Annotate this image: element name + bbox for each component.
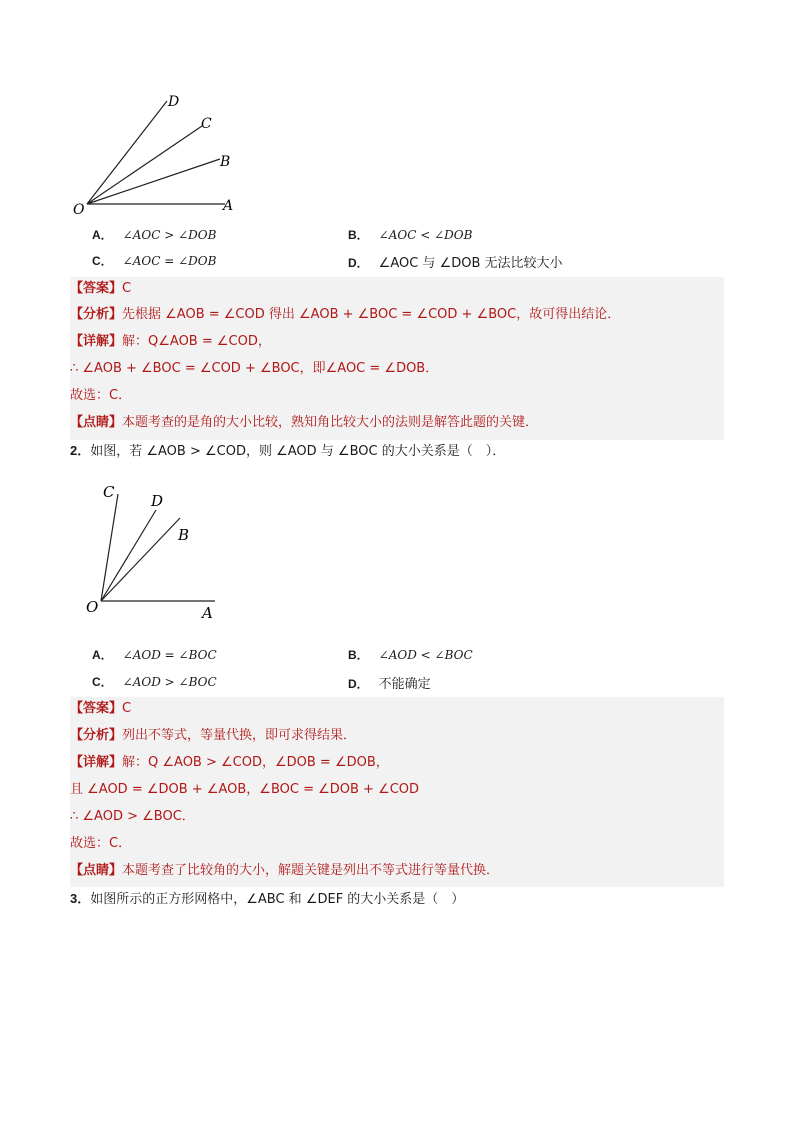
option-letter: A． [92, 648, 113, 662]
ray-od [87, 101, 167, 204]
question-number: 3． [70, 891, 91, 906]
label-d: D [151, 492, 164, 510]
option-text: ∠AOC 与 ∠DOB 无法比较大小 [378, 256, 563, 271]
q2-comment [70, 862, 499, 880]
q2-detail-line3: ∴ ∠AOD > ∠BOC． [70, 809, 195, 824]
comment-text: 本题考查的是角的大小比较，熟知角比较大小的法则是解答此题的关键． [122, 415, 539, 430]
q2-option-c [92, 673, 217, 690]
ray-ob [87, 159, 220, 204]
q1-analysis [70, 306, 620, 324]
comment-tag: 【点睛】 [70, 415, 123, 430]
q1-option-a [92, 226, 216, 243]
option-text: ∠AOC > ∠DOB [122, 228, 217, 242]
detail-text: 解：Q ∠AOB > ∠COD，∠DOB = ∠DOB， [122, 755, 389, 770]
question-text: 如图所示的正方形网格中，∠ABC 和 ∠DEF 的大小关系是（ ） [90, 892, 465, 907]
ray-od [101, 510, 156, 601]
question-number: 2． [70, 443, 91, 458]
label-b: B [178, 526, 190, 544]
answer-text: C [122, 701, 132, 716]
q2-detail-line1 [70, 754, 389, 772]
question-text: 如图，若 ∠AOB > ∠COD，则 ∠AOD 与 ∠BOC 的大小关系是（ ）． [90, 444, 506, 459]
analysis-tag: 【分析】 [70, 728, 123, 743]
option-letter: B． [348, 228, 369, 242]
q2-option-b [348, 646, 473, 663]
q1-detail-line1 [70, 333, 271, 351]
q2-option-d [348, 673, 431, 692]
label-o: O [86, 598, 99, 616]
comment-text: 本题考查了比较角的大小，解题关键是列出不等式进行等量代换． [122, 863, 500, 878]
answer-tag: 【答案】 [70, 281, 123, 296]
q2-stem [70, 442, 505, 461]
q1-detail-choose: 故选：C． [70, 388, 132, 403]
option-letter: D． [348, 677, 369, 691]
q1-comment [70, 414, 538, 432]
option-text: 不能确定 [378, 677, 431, 692]
label-a: A [202, 604, 213, 622]
option-letter: D． [348, 256, 369, 270]
q1-answer [70, 280, 131, 298]
ray-ob [101, 518, 180, 601]
option-letter: B． [348, 648, 369, 662]
comment-tag: 【点睛】 [70, 863, 123, 878]
option-text: ∠AOD > ∠BOC [122, 675, 217, 689]
option-letter: A． [92, 228, 113, 242]
analysis-text: 列出不等式，等量代换，即可求得结果． [122, 728, 357, 743]
analysis-tag: 【分析】 [70, 307, 123, 322]
label-c: C [201, 116, 212, 132]
answer-tag: 【答案】 [70, 701, 123, 716]
q1-option-d [348, 252, 563, 271]
label-a: A [223, 198, 234, 214]
q3-stem [70, 890, 464, 909]
label-d: D [168, 94, 180, 110]
detail-tag: 【详解】 [70, 755, 123, 770]
answer-text: C [122, 281, 132, 296]
ray-oc [87, 126, 202, 204]
q1-option-b [348, 226, 472, 243]
q1-detail-line2: ∴ ∠AOB + ∠BOC = ∠COD + ∠BOC，即∠AOC = ∠DOB． [70, 361, 439, 376]
q2-detail-choose: 故选：C． [70, 836, 132, 851]
q2-detail-line2: 且 ∠AOD = ∠DOB + ∠AOB，∠BOC = ∠DOB + ∠COD [70, 782, 420, 797]
analysis-text: 先根据 ∠AOB = ∠COD 得出 ∠AOB + ∠BOC = ∠COD + ∠BOC，故可得出结论． [122, 307, 621, 322]
label-c: C [103, 483, 115, 501]
q1-angle-figure [60, 88, 260, 223]
option-letter: C． [92, 254, 113, 268]
option-text: ∠AOD = ∠BOC [122, 648, 217, 662]
option-letter: C． [92, 675, 113, 689]
q2-option-a [92, 646, 217, 663]
label-o: O [73, 202, 85, 218]
detail-text: 解：Q∠AOB = ∠COD， [122, 334, 271, 349]
option-text: ∠AOC < ∠DOB [378, 228, 473, 242]
q2-answer [70, 700, 131, 718]
option-text: ∠AOC = ∠DOB [122, 254, 217, 268]
label-b: B [220, 154, 231, 170]
q1-option-c [92, 252, 216, 269]
q2-angle-figure [80, 478, 230, 623]
q2-analysis [70, 727, 356, 745]
option-text: ∠AOD < ∠BOC [378, 648, 473, 662]
detail-tag: 【详解】 [70, 334, 123, 349]
